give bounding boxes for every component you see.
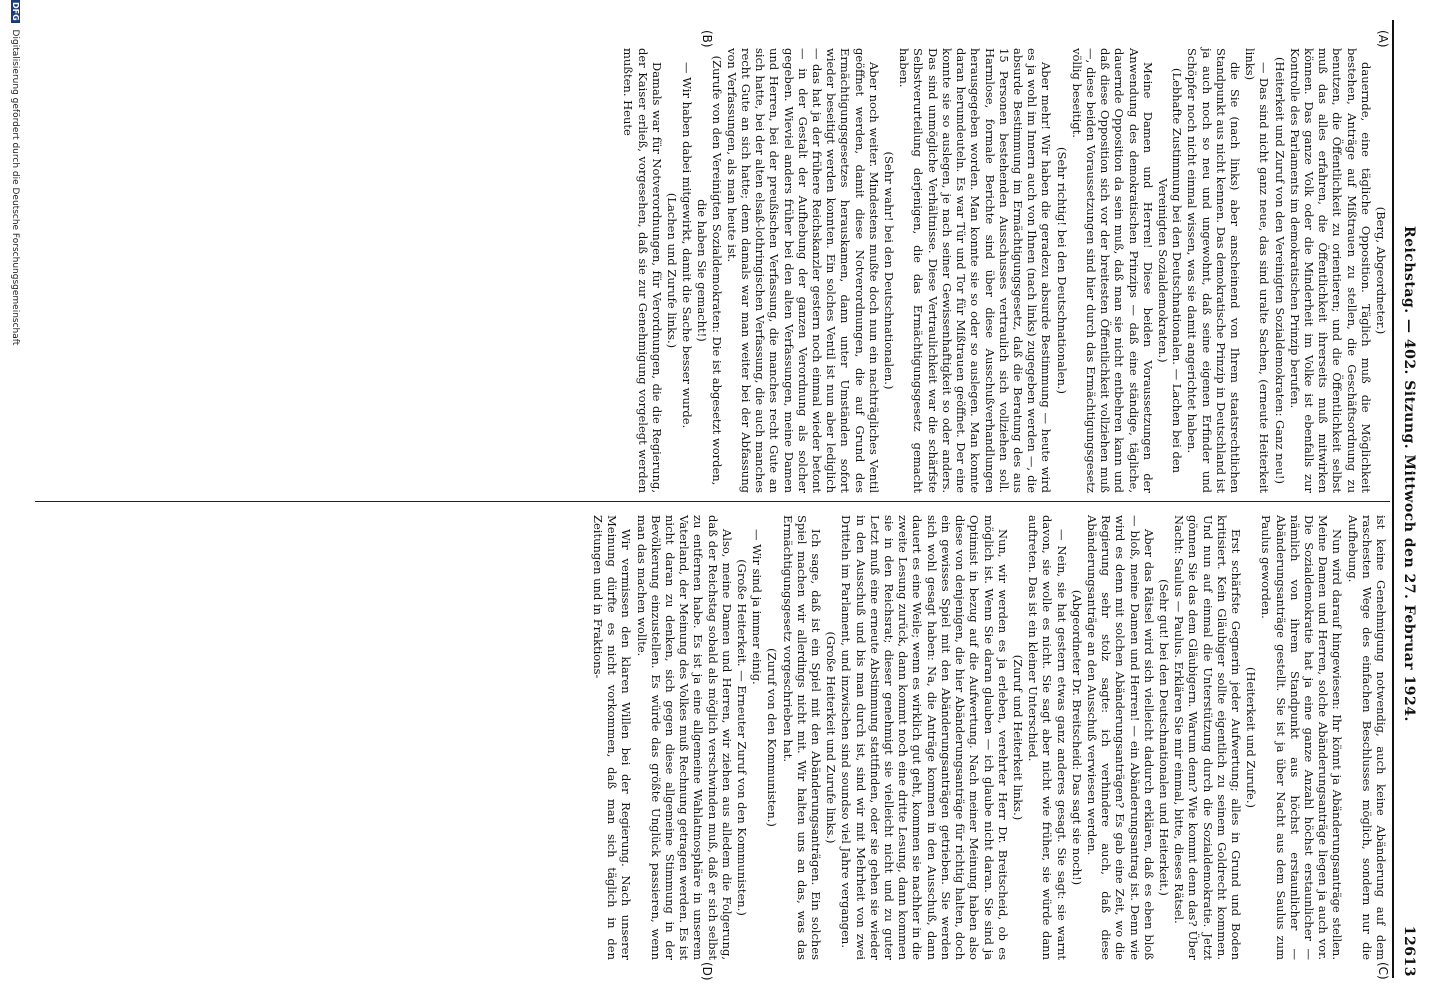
- paragraph: Ich sage, daß ist ein Spiel mit den Abänderungsanträgen. Ein solches Spiel machen wir allerdings nicht mit. Wir halten uns an das, was das Ermächtigungsgesetz vorgeschrieben hat.: [780, 515, 824, 960]
- paragraph: dauernde, eine tägliche Opposition. Täglich muß die Möglichkeit bestehen, Anträge auf Mißtrauen zu stellen, die Geschäftsordnung zu benutzen, die Öffentlichkeit zu orientieren; und die Öffentlichkeit selbst muß das alles erfahren, die Öffentlichkeit ihrerseits muß mitwirken können. Das ganze Volk oder die Minderheit im Volke ist ebenfalls zur Kontrolle des Parlaments im demokratischen Prinzip berufen.: [1287, 48, 1373, 493]
- interjection: (Große Heiterkeit und Zurufe links.): [824, 631, 839, 844]
- paragraph: — Wir haben dabei mitgewirkt, damit die Sache besser wurde.: [680, 62, 695, 429]
- interjection: (Sehr richtig! bei den Deutschnationalen.): [1054, 146, 1069, 394]
- interjection: (Sehr wahr! bei den Deutschnationalen.): [882, 151, 897, 390]
- paragraph: — Das sind nicht ganz neue, das sind uralte Sachen, (erneute Heiterkeit links): [1243, 48, 1272, 493]
- interjection: (Berg, Abgeordneter.): [1374, 206, 1388, 335]
- paragraph: Aber noch weiter. Mindestens mußte doch nun ein nachträgliches Ventil geöffnet werden, damit diese Notverordnungen, die auf Grund des Ermächtigungsgesetzes herauskamen, dann unter Umständen sofort wieder beseitigt werden konnten. Ein solches Ventil ist nun aber lediglich — das hat ja der frühere Reichskanzler gestern noch einmal wieder betont — in der Gestalt der Aufhebung der ganzen Verordnung als solcher gegeben. Wieviel anders früher bei den alten Verfassungen, meine Damen und Herren, bei der preußischen Verfassung, die manches recht Gute an sich hatte, bei der alten elsaß-lothringischen Verfassung, die auch manches recht Gute an sich hatte; denn damals war man weiter bei der Abfassung von Verfassungen, als man heute ist.: [724, 48, 881, 493]
- paragraph: Aber mehr! Wir haben die geradezu absurde Bestimmung — heute wird es ja wohl im Innern auch von Ihnen (nach links) zugegeben werden —, die absurde Bestimmung im Ermächtigungsgesetz, daß die Beratung des aus 15 Personen bestehenden Ausschusses vertraulich sich vollziehen soll. Harmlose, formale Berichte sind über diese Ausschußverhandlungen herausgegeben worden. Man konnte sie so oder so auslegen. Man konnte daran herumdeuteln. Es war Tür und Tor für Mißtrauen geöffnet. Der eine konnte sie so auslegen, je nach seiner Gewissenhaftigkeit so oder anders. Das sind unmögliche Verhältnisse. Diese Vertraulichkeit war die schärfste Selbstverurteilung derjenigen, die das Ermächtigungsgesetz gemacht haben.: [897, 48, 1054, 493]
- interjection: (Sehr gut! bei den Deutschnationalen und Heiterkeit.): [1156, 579, 1171, 896]
- interjection: (Heiterkeit und Zurufe.): [1244, 667, 1259, 808]
- paragraph: Nun, wir werden es ja erleben, verehrter Herr Dr. Breitscheid, ob es möglich ist. Wenn Sie daran glauben — ich glaube nicht daran. Sie sind ja Optimist in bezug auf die Aufwertung. Nach meiner Meinung haben also diese von denjenigen, die hier Abänderungsanträge für richtig halten, doch ein gewisses Spiel mit den Abänderungsanträgen getrieben. Sie werden sich wohl gesagt haben: Na, die Anträge kommen in den Ausschuß, dann dauert es eine Weile; wenn es wirklich gut geht, kommen sie nachher in die zweite Lesung zurück, dann kommt noch eine dritte Lesung, dann kommen sie in den Reichsrat; dieser genehmigt sie vielleicht nicht und zu guter Letzt muß eine erneute Abstimmung stattfinden, oder sie gehen sie wieder in den Ausschuß und bis man durch ist, sind wir mit Mehrheit von zwei Dritteln im Parlament, und inzwischen sind soundso viel Jahre vergangen.: [839, 515, 1010, 960]
- paragraph: die Sie (nach links) aber anscheinend von Ihrem staatsrechtlichen Standpunkt aus nicht kennen. Das demokratische Prinzip in Deutschland ist ja auch noch so neu und ungewohnt, daß seine eigenen Erfinder und Schöpfer noch nicht einmal wissen, was sie damit angerichtet haben.: [1185, 48, 1242, 493]
- paragraph: — Nein, sie hat gestern etwas ganz anderes gesagt. Sie sagt: sie warnt davon, sie wolle es nicht. Sie sagt aber nicht wie früher, sie würde dann auftreten. Das ist ein kleiner Unterschied.: [1026, 515, 1069, 960]
- paragraph: Meine Damen und Herren! Diese beiden Voraussetzungen der Anwendung des demokratischen Prinzips — daß eine ständige, tägliche, dauernde Opposition da sein muß, daß man sie nicht entbehren kann und daß diese Opposition sich vor der breitesten Öffentlichkeit vollziehen muß —, diese beiden Voraussetzungen sind hier durch das Ermächtigungsgesetz völlig beseitigt.: [1069, 48, 1155, 493]
- page-header: [1396, 22, 1422, 977]
- interjection: (Lachen und Zurufe links.): [665, 192, 680, 349]
- paragraph: Aber das Rätsel wird sich vielleicht dadurch erklären, daß es eben bloß — bloß, meine Damen und Herren! — ein Abänderungsantrag ist. Denn wie wird es denn mit solchen Abänderungsanträgen? Es gab eine Zeit, wo die Regierung sehr stolz sagte: ich verhindere auch, daß diese Abänderungsanträge an den Ausschuß verwiesen werden.: [1084, 515, 1156, 960]
- paragraph: — Wir sind ja immer einig.: [750, 529, 765, 685]
- paragraph: Nun wird darauf hingewiesen: Ihr könnt ja Abänderungsanträge stellen. Meine Damen und Herren, solche Abänderungsanträge liegen ja auch vor. Die Sozialdemokratie hat ja eine ganze Anzahl höchst erstaunlicher — nämlich von ihrem Standpunkt aus höchst erstaunlicher — Abänderungsanträge gestellt. Sie ist ja über Nacht aus dem Saulus zum Paulus geworden.: [1259, 515, 1345, 960]
- paragraph: Damals war für Notverordnungen, für Verordnungen, die die Regierung, der Kaiser erließ, vorgesehen, daß sie zur Genehmigung vorgelegt werden mußten. Heute: [621, 48, 664, 493]
- interjection: (Zurufe von den Vereinigten Sozialdemokraten: Die ist abgesetzt worden, die haben Sie gemacht!): [695, 55, 724, 486]
- margin-marker-c: (C): [1376, 962, 1390, 980]
- interjection: (Große Heiterkeit. — Erneuter Zuruf von den Kommunisten.): [735, 559, 750, 916]
- column-divider: [35, 501, 1390, 502]
- interjection: (Abgeordneter Dr. Breitscheid: Das sagt sie noch!): [1069, 589, 1084, 886]
- margin-marker-b: (B): [700, 30, 714, 48]
- margin-marker-a: (A): [1376, 30, 1390, 48]
- interjection: (Lebhafte Zustimmung bei den Deutschnationalen. — Lachen bei den Vereinigten Sozialdemokraten.): [1155, 67, 1185, 474]
- header-rule: [1392, 20, 1394, 978]
- interjection: (Zuruf von den Kommunisten.): [765, 648, 780, 827]
- footer-text: Digitalisierung gefördert durch die Deutsche Forschungsgemeinschaft: [10, 29, 20, 346]
- dfg-logo: DFG: [11, 2, 20, 21]
- paragraph: Erst schärfste Gegnerin jeder Aufwertung; alles in Grund und Boden kritisiert. Kein Gläubiger sollte eigentlich zu seinem Goldrecht kommen. Und nun auf einmal die Unterstützung durch die Sozialdemokratie. Jetzt gönnen Sie das dem Gläubigern. Warum denn? Wie kommt denn das? Über Nacht: Saulus — Paulus. Erklären Sie mir einmal, bitte, dieses Rätsel.: [1172, 515, 1243, 960]
- page-footer: [10, 0, 20, 1000]
- left-text-column: [620, 48, 1388, 493]
- paragraph: Also, meine Damen und Herren, wir ziehen aus alledem die Folgerung, daß der Reichstag sobald als möglich verschwinden muß, daß er sich selbst zu entfernen habe. Es ist ja eine allgemeine Wahlatmosphäre in unserem Vaterland, der Meinung des Volkes muß Rechnung getragen werden. Es ist nicht daran zu denken, sich gegen diese allgemeine Stimmung in der Bevölkerung einzustellen. Es würde das größte Unglück passieren, wenn man das machen wollte.: [634, 515, 734, 960]
- paragraph: Wir vermissen den klaren Willen bei der Regierung. Nach unserer Meinung dürfte es nicht vorkommen, daß man sich täglich in den Zeitungen und in Fraktions-: [591, 515, 634, 960]
- paragraph: ist keine Genehmigung notwendig, auch keine Abänderung auf dem raschesten Wege des einfachen Beschlusses möglich, sondern nur die Aufhebung.: [1345, 515, 1388, 960]
- interjection: (Heiterkeit und Zuruf von den Vereinigten Sozialdemokraten: Ganz neu!): [1272, 56, 1287, 485]
- header-page-number: 12613: [1401, 925, 1417, 977]
- interjection: (Zuruf und Heiterkeit links.): [1010, 654, 1025, 821]
- right-text-column: [590, 515, 1388, 960]
- header-title: Reichstag. — 402. Sitzung. Mittwoch den 27. Februar 1924.: [1401, 225, 1417, 722]
- margin-marker-d: (D): [700, 962, 714, 981]
